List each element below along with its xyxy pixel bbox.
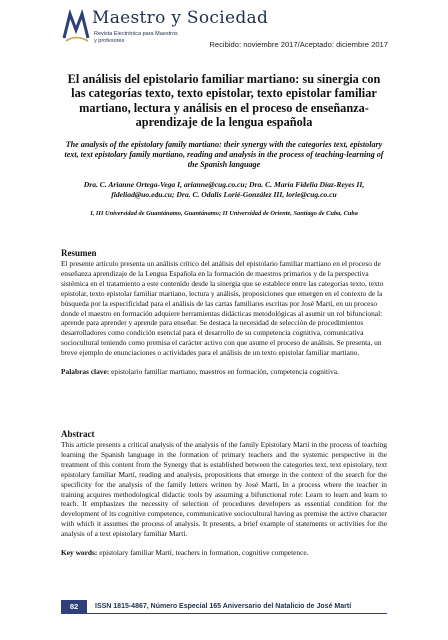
article-title-english: The analysis of the epistolary family martiano: their synergy with the categories text, epistolary text, text epistolary family martiano, reading and analysis in the process of teaching-learning of the Spanish language: [64, 139, 384, 169]
page-number: 82: [61, 600, 87, 614]
page-footer: [61, 600, 387, 614]
journal-subtitle-line1: Revista Electrónica para Maestros: [94, 31, 178, 37]
journal-title: Maestro y Sociedad: [92, 8, 269, 28]
abstract-heading: Abstract: [61, 429, 95, 439]
footer-divider: [87, 613, 387, 614]
abstract-section: [61, 429, 387, 558]
abstract-keywords: [61, 548, 387, 558]
journal-logo-icon: [60, 8, 92, 44]
resumen-heading: Resumen: [61, 248, 97, 258]
key-words-text: epistolary familiar Martí, teachers in formation, cognitive competence.: [99, 548, 309, 558]
resumen-keywords: [61, 367, 387, 377]
received-accepted-dates: Recibido: noviembre 2017/Aceptado: diciembre 2017: [209, 40, 388, 49]
article-title: El análisis del epistolario familiar martiano: su sinergia con las categorías texto, texto epistolar, texto epistolar familiar martiano, lectura y análisis en el proceso de enseñanza-aprendizaje de la lengua española: [67, 72, 381, 130]
author-affiliations: I, III Universidad de Guantánamo, Guantánamo; II Universidad de Oriente, Santiago de Cuba, Cuba: [90, 209, 358, 217]
resumen-section: [61, 248, 387, 377]
key-words-label: Key words:: [61, 548, 98, 558]
abstract-body: This article presents a critical analysis of the analysis of the family Epistolary Martí in the process of teaching learning the Spanish language in the formation of primary teachers and the systemic perspective in the treatment of this content from the Synergy that is established between the categories text, text epistolary, text epistolary familiar Martí, reading and analysis, propositions that emerge in the context of the search for the specificity for the analysis of the family letters written by José Martí, In a process where the teacher in training acquires methodological didactic tools by assuming a bifunctional role: Learn to learn and learn to teach. It emphasizes the necessity of selection of procedures developers as essential condition for the development of its cognitive competence, communicative sociocultural having as premise the active character with which it assumes the process of analysis. It presents, a brief example of statements or activities for the analysis of a text epistolary familiar Martí.: [61, 440, 387, 539]
journal-subtitle-line2: y profesores: [94, 38, 125, 44]
issn-line: ISSN 1815-4867, Número Especial 165 Aniversario del Natalicio de José Martí: [95, 603, 352, 610]
author-list: Dra. C. Arianne Ortega-Vega I, arianne@cug.co.cu; Dra. C. María Fidelia Díaz-Reyes II, fideliad@uo.edu.cu; Dra. C. Odalis Lorié-González III, lorie@cug.co.cu: [83, 179, 365, 199]
article-front-matter: [61, 72, 387, 218]
keywords-text: epistolario familiar martiano, maestros en formación, competencia cognitiva.: [111, 367, 339, 377]
resumen-body: El presente artículo presenta un análisis crítico del análisis del epistolario familiar martiano en el proceso de enseñanza aprendizaje de la Lengua Española en la formación de maestros primarios y de la perspectiva sistémica en el tratamiento a este contenido desde la sinergia que se establece entre las categorías texto, texto epistolar, texto epistolar familiar martiano, lectura y análisis, proposiciones que emergen en el contexto de la búsqueda por la especificidad para el análisis de las cartas familiares escritas por José Martí, en un proceso donde el maestro en formación adquiere herramientas didácticas metodológicas al asumir un rol bifuncional: aprende para aprender y aprende para enseñar. Se destaca la necesidad de selección de procedimientos desarrolladores como condición esencial para el desarrollo de su competencia cognitiva, comunicativa sociocultural teniendo como premisa el carácter activo con que asume el proceso de análisis. Se presenta, un breve ejemplo de enunciaciones o actividades para el análisis de un texto epistolar familiar martiano.: [61, 259, 384, 358]
journal-header: [0, 0, 448, 52]
keywords-label: Palabras clave:: [61, 367, 110, 377]
